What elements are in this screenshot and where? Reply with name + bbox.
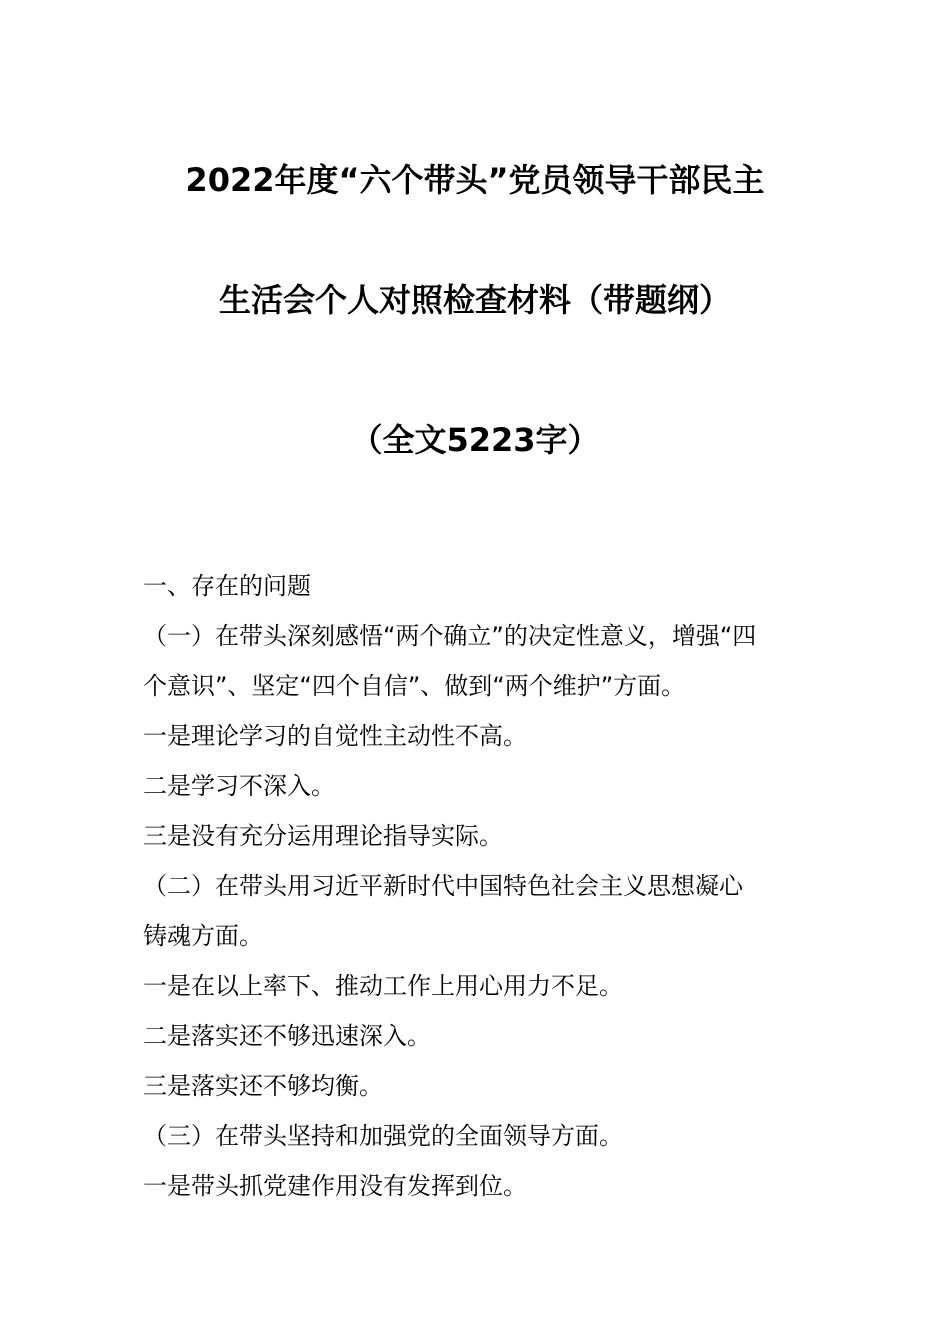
body-paragraph: 三是没有充分运用理论指导实际。	[143, 822, 503, 850]
document-title-line-2: 生活会个人对照检查材料（带题纲）	[218, 281, 731, 319]
body-paragraph: 二是学习不深入。	[143, 772, 335, 800]
body-paragraph: 三是落实还不够均衡。	[143, 1072, 383, 1100]
body-paragraph: 二是落实还不够迅速深入。	[143, 1022, 431, 1050]
subsection-heading-continued: 个意识”、坚定“四个自信”、做到“两个维护”方面。	[143, 672, 686, 700]
subsection-heading-continued: 铸魂方面。	[143, 922, 263, 950]
section-heading: 一、存在的问题	[143, 572, 311, 600]
document-title-line-1: 2022年度“六个带头”党员领导干部民主	[185, 161, 765, 199]
body-paragraph: 一是带头抓党建作用没有发挥到位。	[143, 1172, 527, 1200]
subsection-heading: （二）在带头用习近平新时代中国特色社会主义思想凝心	[143, 872, 743, 900]
document-body	[143, 561, 813, 1211]
body-paragraph: 一是理论学习的自觉性主动性不高。	[143, 722, 527, 750]
body-paragraph: 一是在以上率下、推动工作上用心用力不足。	[143, 972, 623, 1000]
subsection-heading: （三）在带头坚持和加强党的全面领导方面。	[143, 1122, 623, 1150]
document-subtitle-word-count: （全文5223字）	[350, 421, 600, 459]
subsection-heading: （一）在带头深刻感悟“两个确立”的决定性意义，增强“四	[143, 622, 757, 650]
